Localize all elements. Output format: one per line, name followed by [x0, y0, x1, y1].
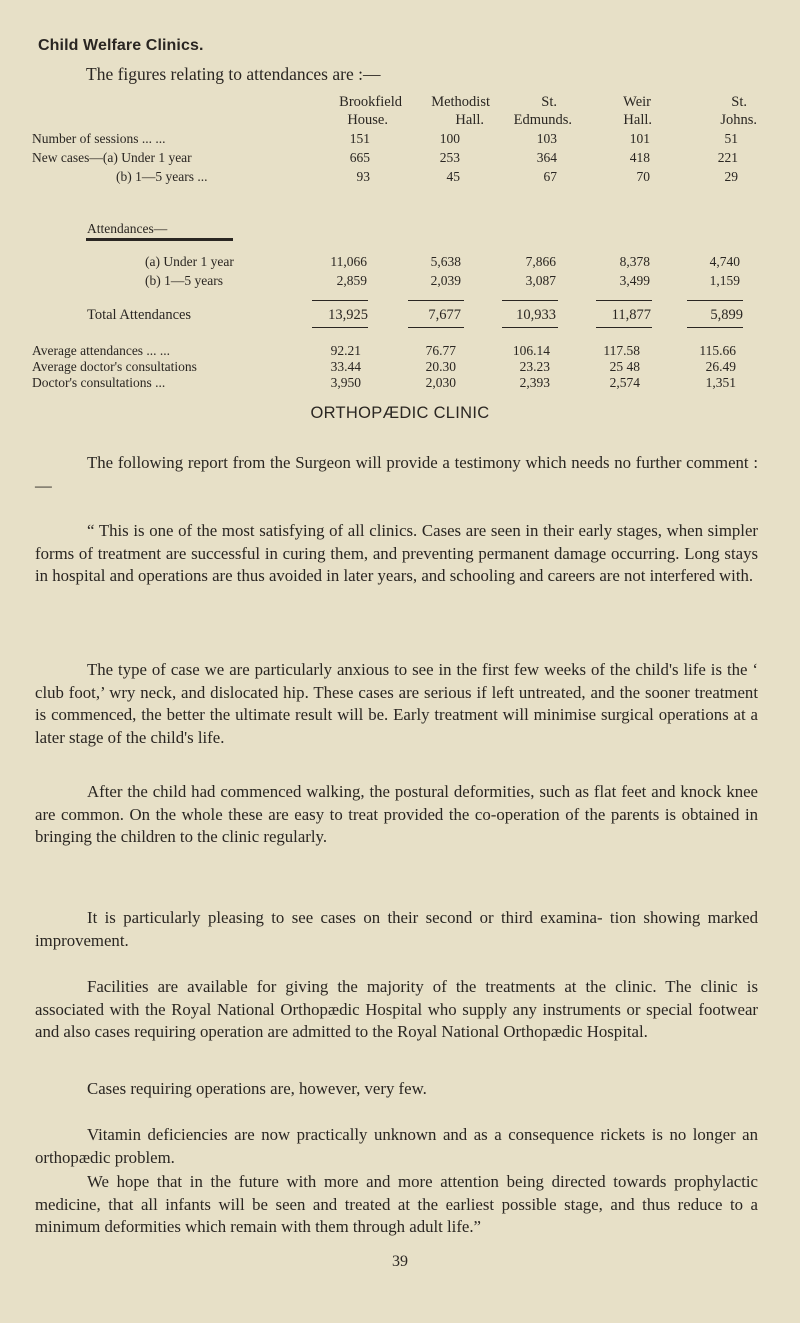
- total-label: Total Attendances: [87, 307, 192, 323]
- table-cell: 33.44: [330, 359, 361, 374]
- table-cell: 92.21: [330, 343, 361, 358]
- column-header-sub: Johns.: [720, 112, 757, 128]
- table-cell: 23.23: [519, 359, 550, 374]
- table-cell: 51: [724, 131, 738, 146]
- section-title: ORTHOPÆDIC CLINIC: [310, 404, 490, 422]
- table-cell: 418: [629, 150, 650, 165]
- table-cell: 100: [439, 131, 460, 146]
- table-cell: 2,030: [425, 375, 456, 390]
- row-label: New cases—(a) Under 1 year: [32, 150, 192, 165]
- row-label: (b) 1—5 years: [145, 273, 223, 288]
- row-label: Doctor's consultations ...: [32, 375, 166, 390]
- column-header: Weir: [623, 94, 651, 110]
- paragraph: “ This is one of the most satisfying of all clinics. Cases are seen in their early stages, when simpler forms of treatment are successful in curing them, and preventing permanent damage occurring. Long stays in hospital and operations are thus avoided in later years, and schooling and careers are not interfered with.: [35, 521, 758, 586]
- total-cell: 13,925: [328, 307, 368, 323]
- table-cell: 1,351: [705, 375, 736, 390]
- table-cell: 2,574: [609, 375, 640, 390]
- sum-rule: [502, 300, 558, 301]
- table-cell: 117.58: [603, 343, 640, 358]
- table-cell: 70: [636, 169, 650, 184]
- table-cell: 4,740: [709, 254, 740, 269]
- table-cell: 101: [629, 131, 650, 146]
- sum-rule: [596, 300, 652, 301]
- column-header-sub: House.: [347, 112, 388, 128]
- paragraph: Facilities are available for giving the majority of the treatments at the clinic. The clinic is associated with the Royal National Orthopædic Hospital who supply any instruments or special footwear and also cases requiring operation are admitted to the Royal National Orthopædic Hospital.: [35, 977, 758, 1042]
- paragraph: After the child had commenced walking, the postural deformities, such as flat feet and knock knee are common. On the whole these are easy to treat provided the co-operation of the parents is obtained in bringing the children to the clinic regularly.: [35, 782, 758, 847]
- table-cell: 2,859: [336, 273, 367, 288]
- sum-rule: [687, 327, 743, 328]
- sum-rule: [687, 300, 743, 301]
- total-cell: 5,899: [710, 307, 743, 323]
- column-header: St.: [541, 94, 557, 110]
- table-cell: 7,866: [525, 254, 556, 269]
- table-cell: 20.30: [425, 359, 456, 374]
- column-header-sub: Hall.: [455, 112, 484, 128]
- table-cell: 115.66: [699, 343, 736, 358]
- attendances-underline: [86, 238, 233, 241]
- table-cell: 2,039: [430, 273, 461, 288]
- table-cell: 253: [439, 150, 460, 165]
- row-label: (a) Under 1 year: [145, 254, 234, 269]
- table-cell: 151: [349, 131, 370, 146]
- sum-rule: [502, 327, 558, 328]
- column-header-sub: Edmunds.: [513, 112, 572, 128]
- column-header-sub: Hall.: [623, 112, 652, 128]
- table-cell: 26.49: [705, 359, 736, 374]
- sum-rule: [312, 300, 368, 301]
- table-cell: 76.77: [425, 343, 456, 358]
- total-cell: 7,677: [428, 307, 461, 323]
- table-cell: 29: [724, 169, 738, 184]
- column-header: St.: [731, 94, 747, 110]
- table-cell: 93: [356, 169, 370, 184]
- paragraph: We hope that in the future with more and more attention being directed towards prophylactic medicine, that all infants will be seen and treated at the earliest possible stage, and thus reduce to a minimum deformities which remain with them through adult life.”: [35, 1172, 758, 1237]
- page-number: 39: [392, 1253, 408, 1270]
- column-header: Methodist: [431, 94, 490, 110]
- table-cell: 665: [349, 150, 370, 165]
- table-intro: The figures relating to attendances are :—: [86, 64, 381, 84]
- column-header: Brookfield: [339, 94, 402, 110]
- paragraph: Cases requiring operations are, however, very few.: [87, 1079, 427, 1098]
- table-cell: 3,950: [330, 375, 361, 390]
- paragraph: The type of case we are particularly anxious to see in the first few weeks of the child's life is the ‘ club foot,’ wry neck, and dislocated hip. These cases are serious if left untreated, and the sooner treatment is commenced, the better the ultimate result will be. Early treatment will minimise surgical operations at a later stage of the child's life.: [35, 660, 758, 748]
- paragraph: The following report from the Surgeon will provide a testimony which needs no further comment :—: [35, 453, 758, 495]
- table-cell: 45: [446, 169, 460, 184]
- table-cell: 3,499: [619, 273, 650, 288]
- total-cell: 10,933: [516, 307, 556, 323]
- table-cell: 5,638: [430, 254, 461, 269]
- paragraph: Vitamin deficiencies are now practically unknown and as a consequence rickets is no longer an orthopædic problem.: [35, 1125, 758, 1167]
- table-cell: 8,378: [619, 254, 650, 269]
- sum-rule: [312, 327, 368, 328]
- sum-rule: [408, 300, 464, 301]
- table-cell: 364: [536, 150, 557, 165]
- table-cell: 11,066: [330, 254, 367, 269]
- total-cell: 11,877: [611, 307, 651, 323]
- row-label: Average doctor's consultations: [32, 359, 197, 374]
- row-label: Average attendances ... ...: [32, 343, 171, 358]
- table-cell: 2,393: [519, 375, 550, 390]
- table-cell: 67: [543, 169, 557, 184]
- table-cell: 221: [717, 150, 738, 165]
- row-label: Number of sessions ... ...: [32, 131, 166, 146]
- table-cell: 25 48: [609, 359, 640, 374]
- sum-rule: [596, 327, 652, 328]
- table-cell: 1,159: [709, 273, 740, 288]
- table-cell: 106.14: [512, 343, 550, 358]
- table-cell: 103: [536, 131, 557, 146]
- paragraph: It is particularly pleasing to see cases on their second or third examina- tion showing marked improvement.: [35, 908, 758, 950]
- table-cell: 3,087: [525, 273, 556, 288]
- row-label: (b) 1—5 years ...: [116, 169, 208, 184]
- page-heading: Child Welfare Clinics.: [38, 37, 204, 54]
- sum-rule: [408, 327, 464, 328]
- attendances-heading: Attendances—: [87, 221, 168, 236]
